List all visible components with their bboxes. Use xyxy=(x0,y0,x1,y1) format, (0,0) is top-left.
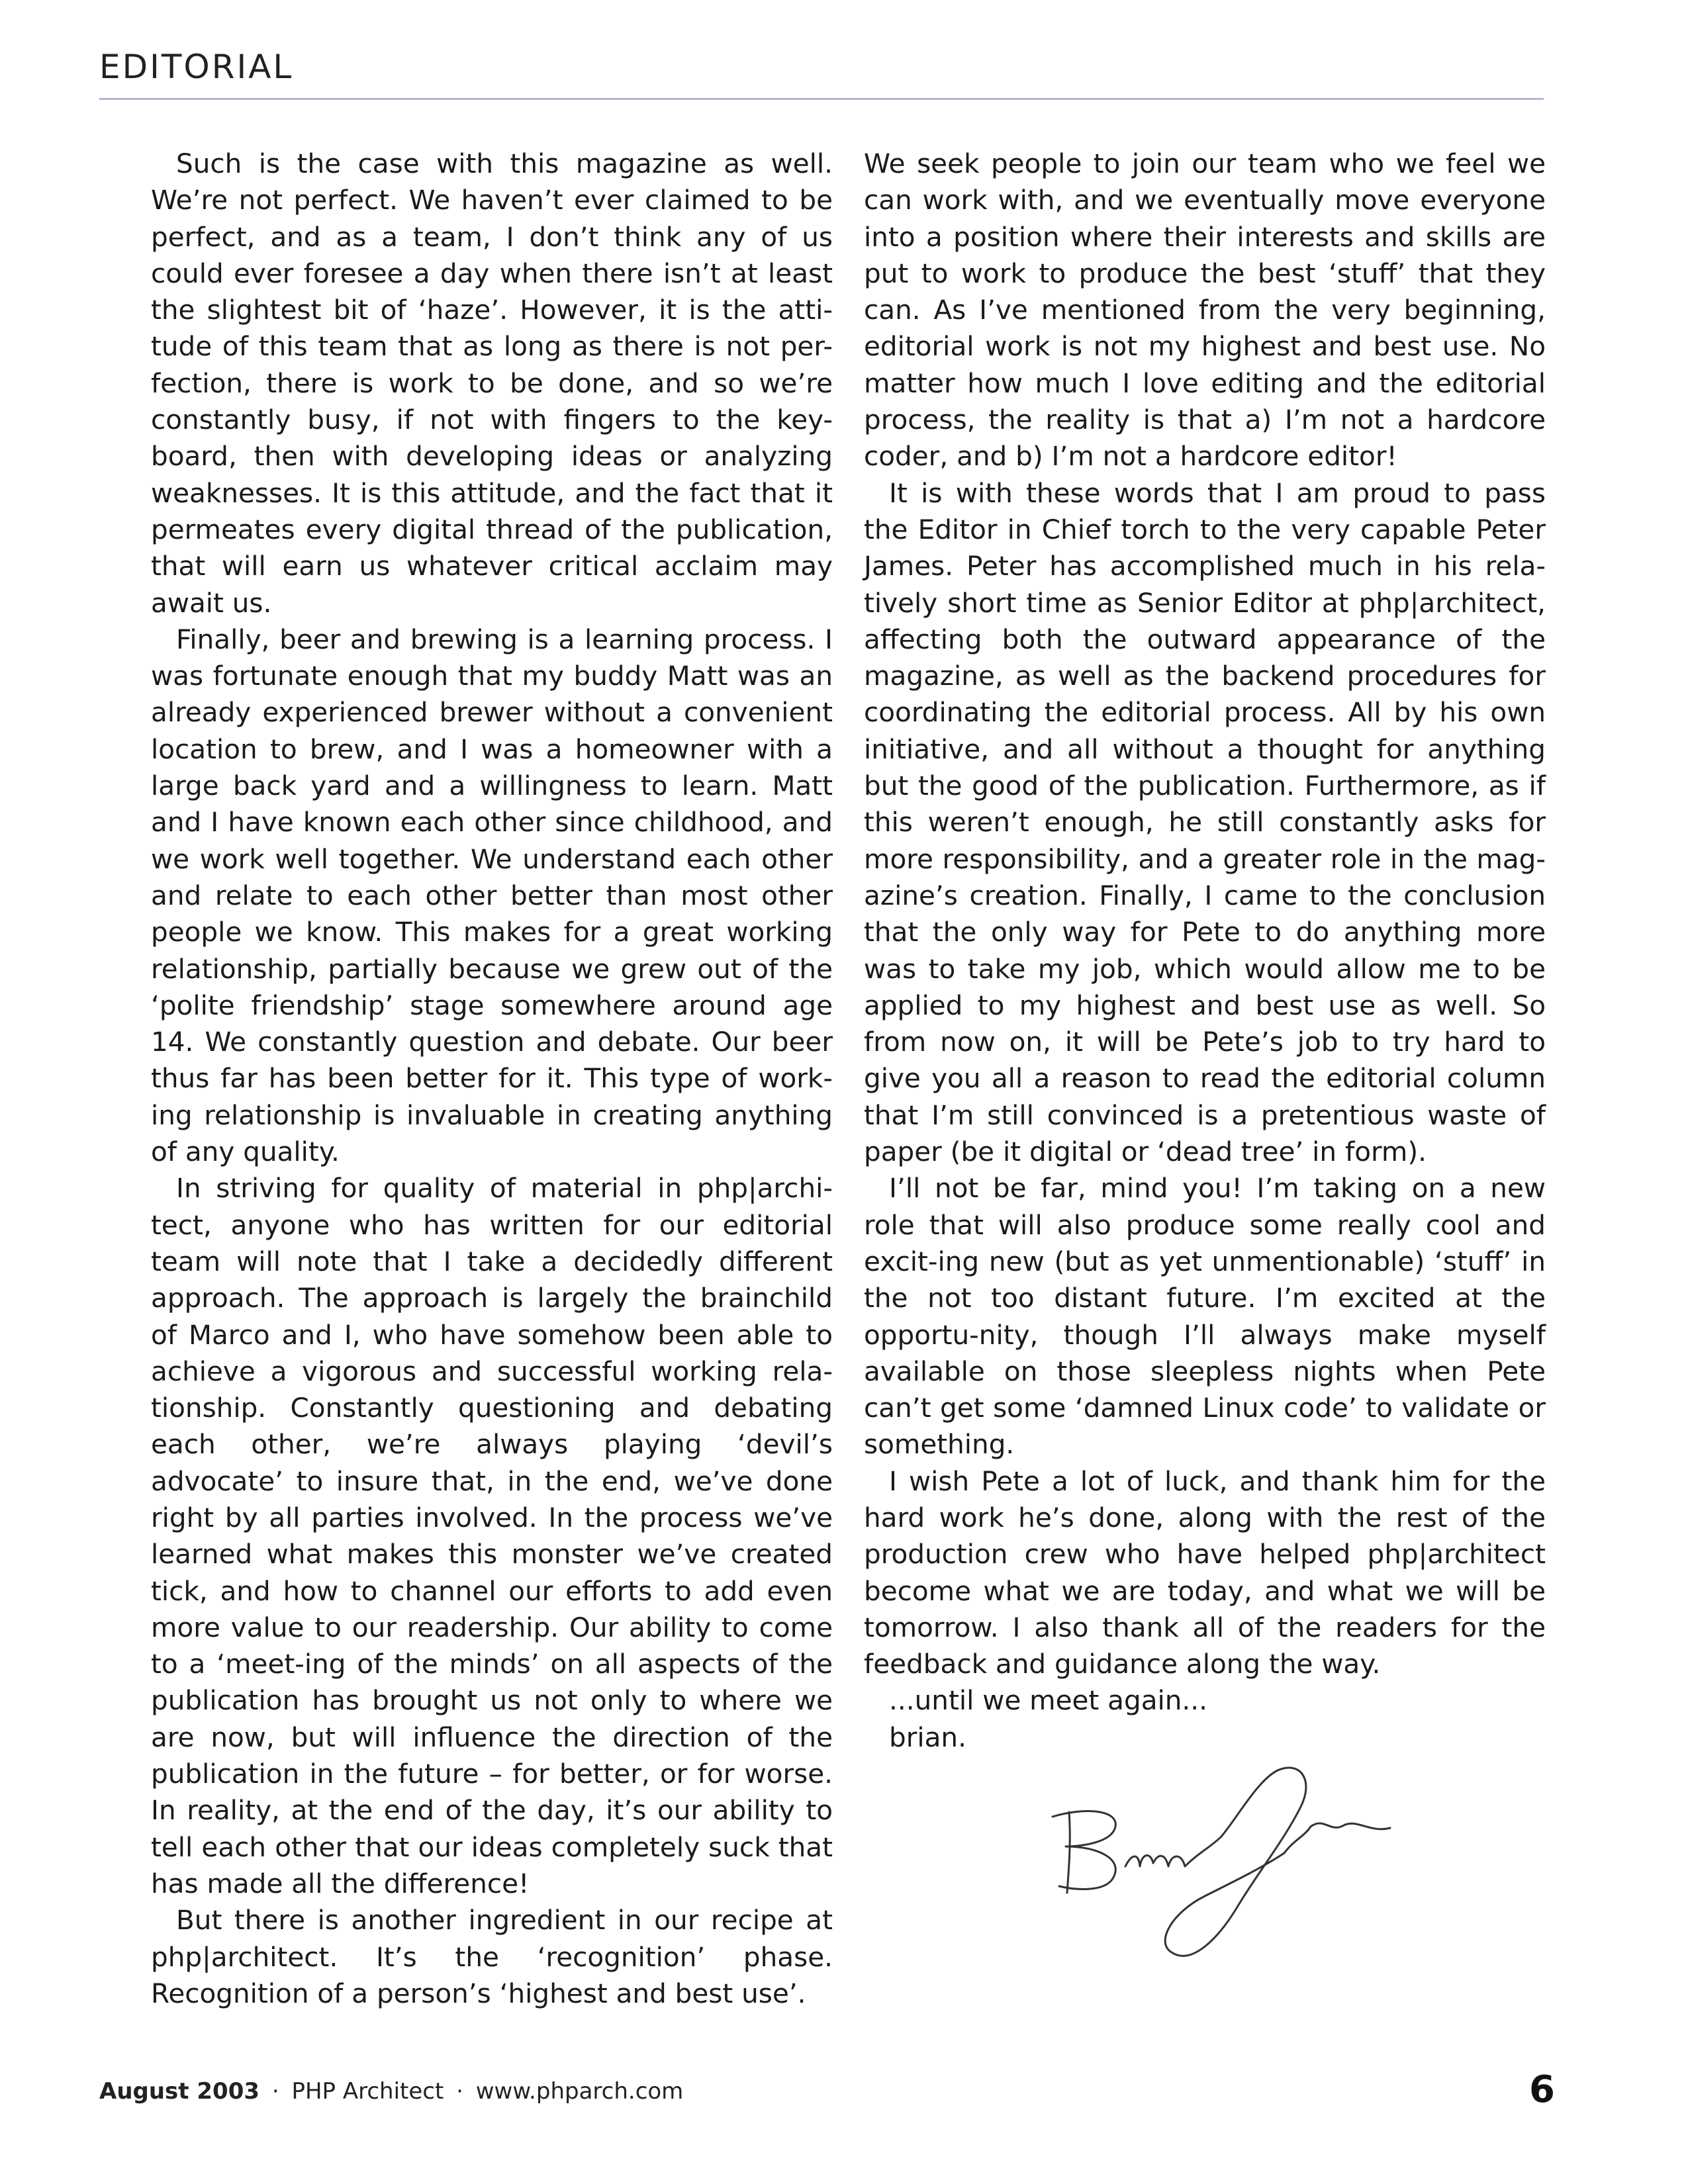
website-url: www.phparch.com xyxy=(475,2078,684,2105)
paragraph: I’ll not be far, mind you! I’m taking on a new role that will also produce some really cool and excit-ing new (but as yet unmentionable) ‘stuff’ in the not too distant future. I’m excited at the opportu-nity, though I’ll always make myself available on those sleepless nights when Pete can’t get some ‘damned Linux code’ to validate or something. xyxy=(864,1172,1546,1461)
paragraph: It is with these words that I am proud to pass the Editor in Chief torch to the very capable Peter James. Peter has accomplished much in his rela-tively short time as Senior Editor at php|architect, affecting both the outward appearance of the magazine, as well as the backend procedures for coordinating the editorial process. All by his own initiative, and all without a thought for anything but the good of the publication. Furthermore, as if this weren’t enough, he still constantly asks for more responsibility, and a greater role in the mag-azine’s creation. Finally, I came to the conclusion that the only way for Pete to do anything more was to take my job, which would allow me to be applied to my highest and best use as well. So from now on, it will be Pete’s job to try hard to give you all a reason to read the editorial column that I’m still convinced is a pretentious waste of paper (be it digital or ‘dead tree’ in form). xyxy=(864,477,1546,1168)
footer-separator: · xyxy=(456,2078,463,2105)
left-column xyxy=(151,146,833,2012)
page-number: 6 xyxy=(1529,2068,1555,2111)
signoff-name: brian. xyxy=(889,1721,966,1753)
paragraph: Finally, beer and brewing is a learning process. I was fortunate enough that my buddy Matt was an already experienced brewer without a convenient location to brew, and I was a homeowner with a large back yard and a willingness to learn. Matt and I have known each other since childhood, and we work well together. We understand each other and relate to each other better than most other people we know. This makes for a great working relationship, partially because we grew out of the ‘polite friendship’ stage somewhere around age 14. We constantly question and debate. Our beer thus far has been better for it. This type of work-ing relationship is invaluable in creating anything of any quality. xyxy=(151,623,833,1168)
paragraph: I wish Pete a lot of luck, and thank him for the hard work he’s done, along with the rest of the production crew who have helped php|architect become what we are today, and what we will be tomorrow. I also thank all of the readers for the feedback and guidance along the way. xyxy=(864,1465,1546,1680)
paragraph: Such is the case with this magazine as well. We’re not perfect. We haven’t ever claimed to be perfect, and as a team, I don’t think any of us could ever foresee a day when there isn’t at least the slightest bit of ‘haze’. However, it is the atti-tude of this team that as long as there is not per-fection, there is work to be done, and so we’re constantly busy, if not with fingers to the key-board, then with developing ideas or analyzing weaknesses. It is this attitude, and the fact that it permeates every digital thread of the publication, that will earn us whatever critical acclaim may await us. xyxy=(151,148,833,619)
header-rule xyxy=(99,98,1544,100)
right-column xyxy=(864,146,1546,1756)
paragraph: In striving for quality of material in php|archi-tect, anyone who has written for our editorial team will note that I take a decidedly different approach. The approach is largely the brainchild of Marco and I, who have somehow been able to achieve a vigorous and successful working rela-tionship. Constantly questioning and debating each other, we’re always playing ‘devil’s advocate’ to insure that, in the end, we’ve done right by all parties involved. In the process we’ve learned what makes this monster we’ve created tick, and how to channel our efforts to add even more value to our readership. Our ability to come to a ‘meet-ing of the minds’ on all aspects of the publication has brought us not only to where we are now, but will influence the direction of the publication in the future – for better, or for worse. In reality, at the end of the day, it’s our ability to tell each other that our ideas completely suck that has made all the difference! xyxy=(151,1172,833,1899)
issue-date: August 2003 xyxy=(99,2078,260,2105)
footer xyxy=(99,2078,683,2105)
footer-separator: · xyxy=(271,2078,279,2105)
handwritten-signature-icon xyxy=(1039,1754,1410,1972)
closing-line: ...until we meet again... xyxy=(889,1684,1208,1717)
publication-name: PHP Architect xyxy=(291,2078,444,2105)
section-label: EDITORIAL xyxy=(99,48,294,86)
paragraph: We seek people to join our team who we feel we can work with, and we eventually move everyone into a position where their interests and skills are put to work to produce the best ‘stuff’ that they can. As I’ve mentioned from the very beginning, editorial work is not my highest and best use. No matter how much I love editing and the editorial process, the reality is that a) I’m not a hardcore coder, and b) I’m not a hardcore editor! xyxy=(864,148,1546,473)
paragraph: But there is another ingredient in our recipe at php|architect. It’s the ‘recognition’ phase. Recognition of a person’s ‘highest and best use’. xyxy=(151,1904,833,2009)
